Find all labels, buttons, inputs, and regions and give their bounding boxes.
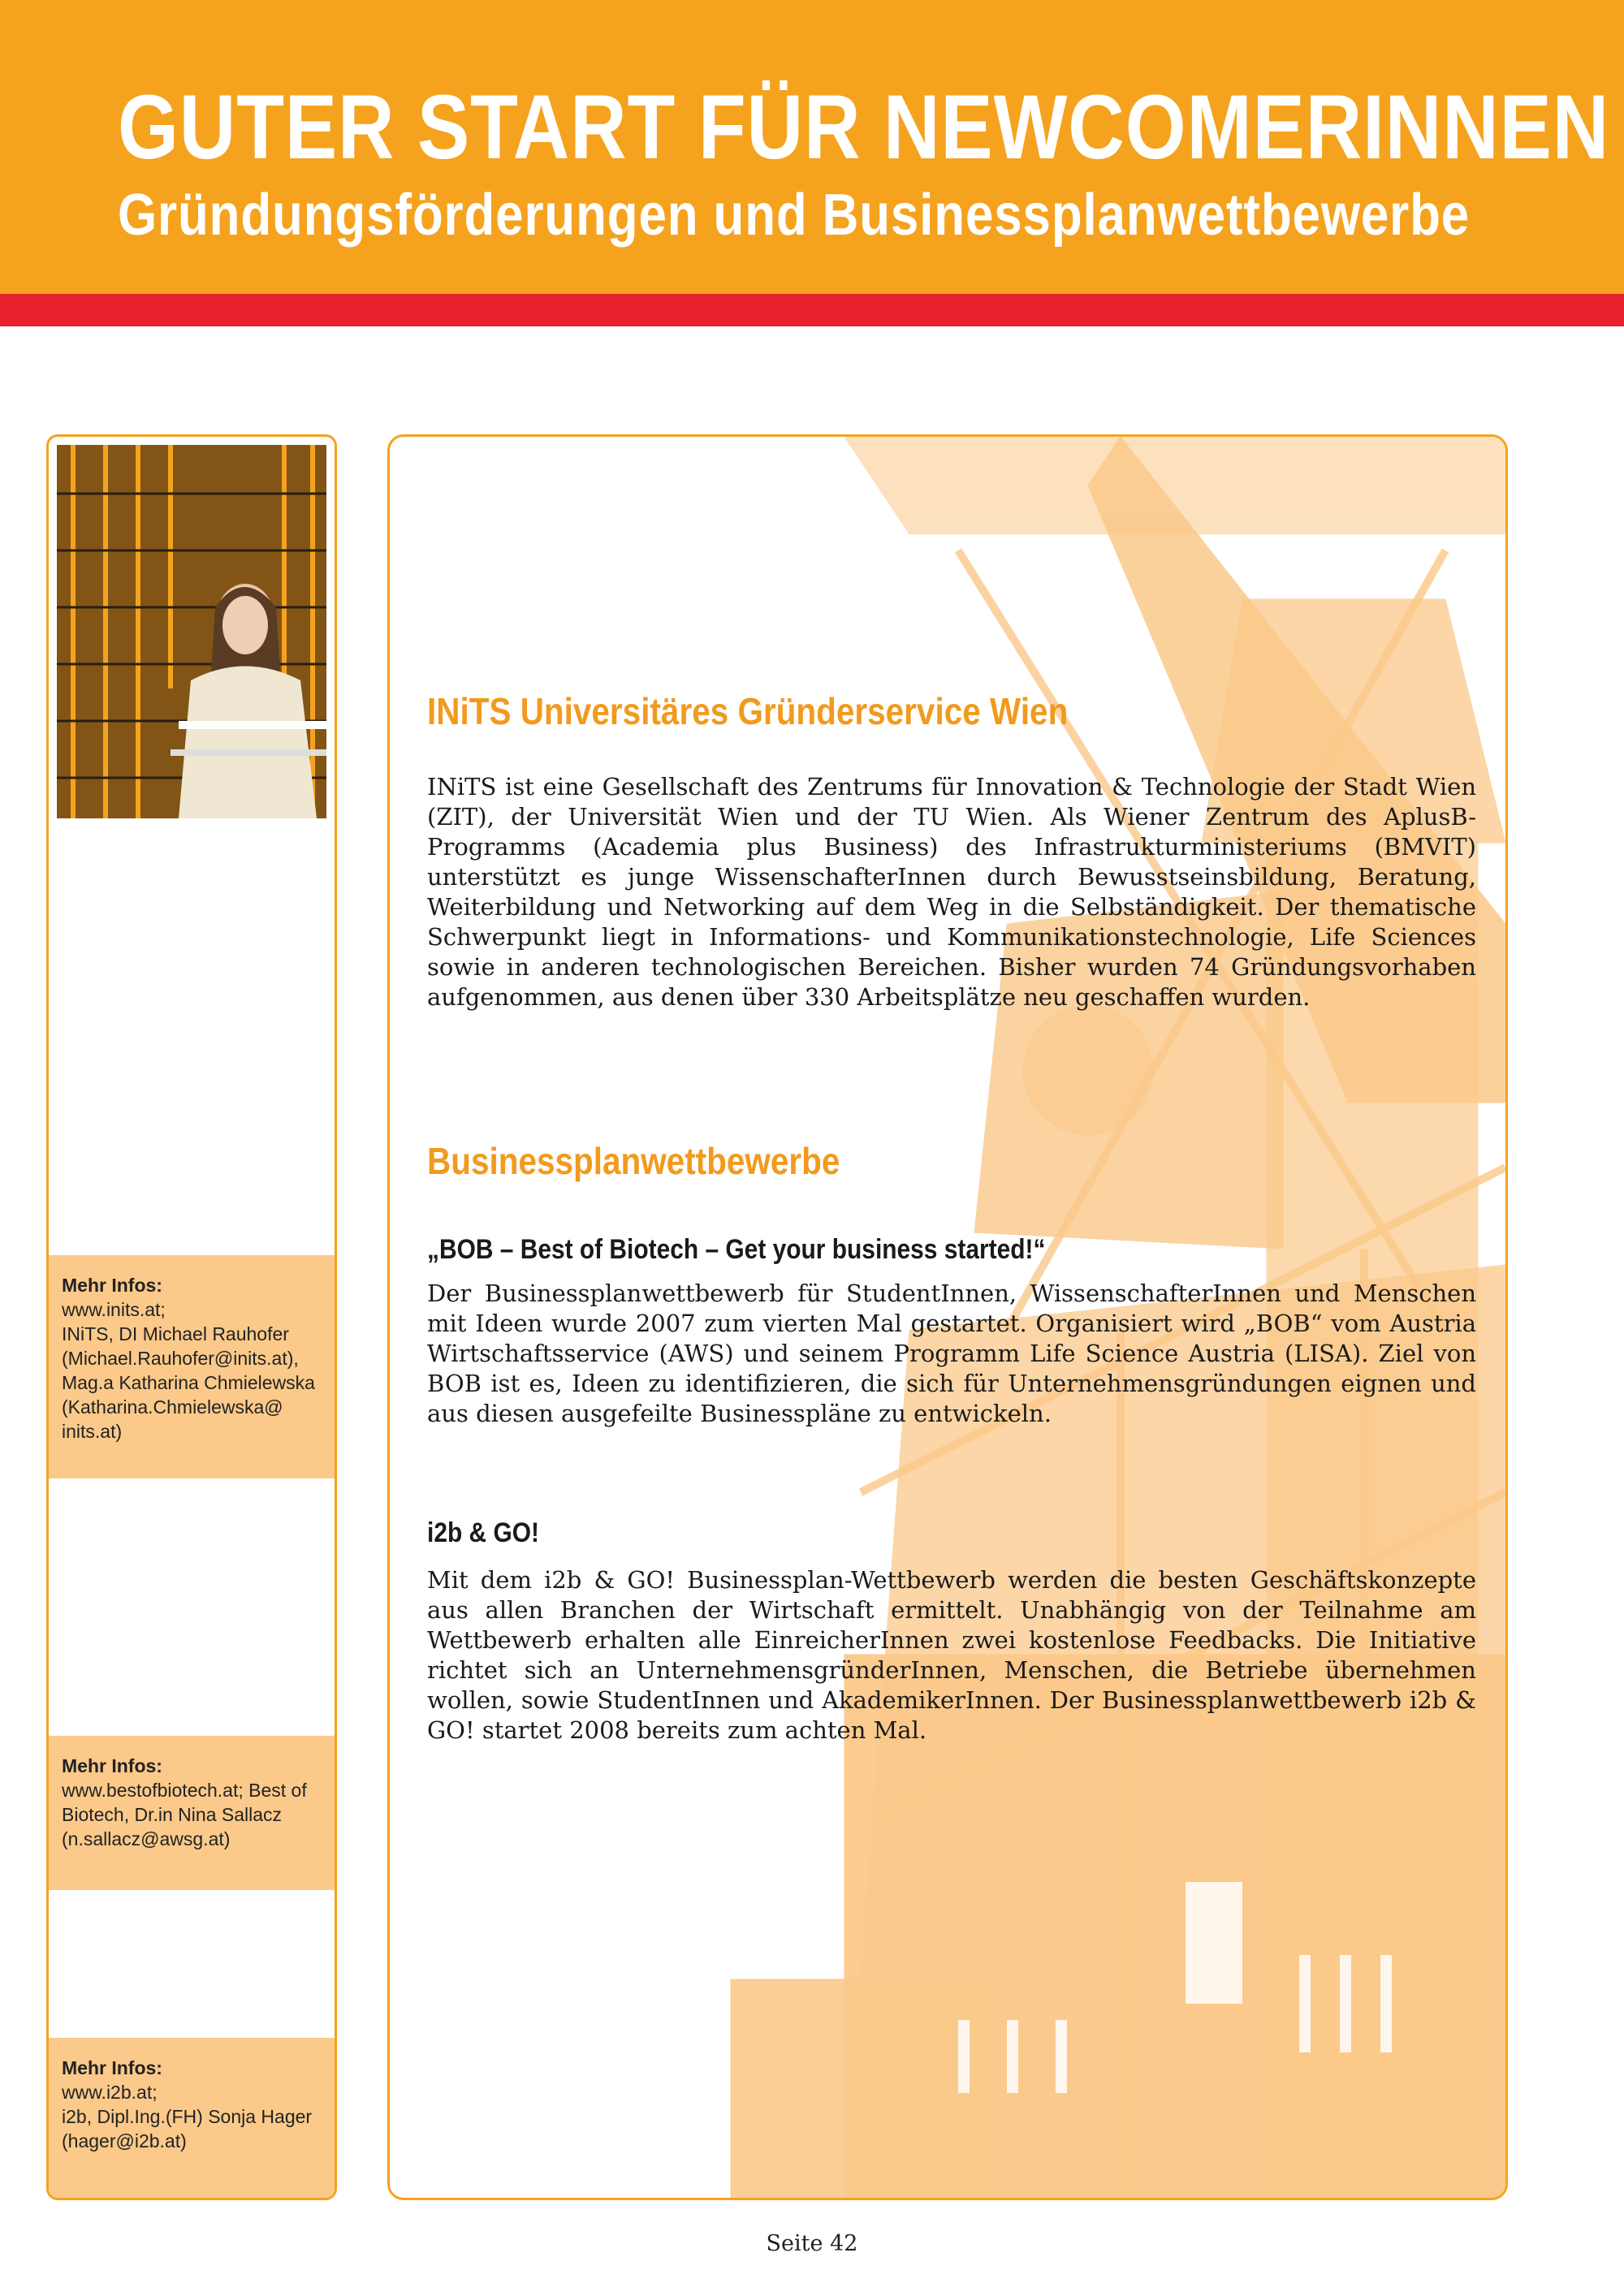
- page-number: Seite 42: [766, 2231, 858, 2256]
- page-title: GUTER START FÜR NEWCOMERINNEN: [118, 76, 1610, 178]
- i2b-subheading: i2b & GO!: [427, 1517, 539, 1548]
- header-banner: [0, 0, 1624, 294]
- inits-heading: INiTS Universitäres Gründerservice Wien: [427, 690, 1069, 732]
- inits-paragraph: INiTS ist eine Gesellschaft des Zentrums für Innovation & Technologie der Stadt Wien (ZIT), der Universität Wien und der TU Wien. Als Wiener Zentrum des AplusB-Programms (Academia plus Business) des Infrastrukturministeriums (BMVIT) unterstützt es junge WissenschafterInnen durch Bewusstseinsbildung, Beratung, Weiterbildung und Networking auf dem Weg in die Selbständigkeit. Der thematische Schwerpunkt liegt in Informations- und Kommunikationstechnologie, Life Sciences sowie in anderen technologischen Bereichen. Bisher wurden 74 Gründungsvorhaben aufgenommen, aus denen über 330 Arbeitsplätze neu geschaffen wurden.: [427, 773, 1476, 1011]
- main-content-panel: [387, 434, 1508, 2200]
- i2b-paragraph: Mit dem i2b & GO! Businessplan-Wettbewerb werden die besten Geschäftskonzepte aus allen Branchen der Wirtschaft ermittelt. Unabhängig von der Teilnahme am Wettbewerb erhalten alle EinreicherInnen zwei kostenlose Feedbacks. Die Initiative richtet sich an UnternehmensgründerInnen, Menschen, die Betriebe übernehmen wollen, sowie StudentInnen und AkademikerInnen. Der Businessplanwettbewerb i2b & GO! startet 2008 bereits zum achten Mal.: [427, 1566, 1476, 1744]
- info-box-bob: [49, 1736, 335, 1890]
- woman-on-balcony-photo: [57, 445, 326, 1249]
- info-heading: Mehr Infos:: [62, 1755, 162, 1776]
- businessplan-heading: Businessplanwettbewerbe: [427, 1140, 840, 1182]
- bob-paragraph: Der Businessplanwettbewerb für StudentInnen, WissenschafterInnen und Menschen mit Ideen wurde 2007 zum vierten Mal gestartet. Organisiert wird „BOB“ vom Austria Wirtschaftsservice (AWS) und seinem Programm Life Science Austria (LISA). Ziel von BOB ist es, Ideen zu identifizieren, die sich für Unternehmensgründungen eignen und aus diesen ausgefeilte Businesspläne zu entwickeln.: [427, 1280, 1476, 1427]
- info-contact-text: www.i2b.at; i2b, Dipl.Ing.(FH) Sonja Hager (hager@i2b.at): [62, 2082, 313, 2151]
- sidebar-panel: [46, 434, 337, 2200]
- info-heading: Mehr Infos:: [62, 1275, 162, 1296]
- info-contact-text: www.bestofbiotech.at; Best of Biotech, Dr.in Nina Sallacz (n.sallacz@awsg.at): [62, 1780, 307, 1849]
- bob-subheading: „BOB – Best of Biotech – Get your business started!“: [427, 1234, 1046, 1265]
- info-contact-text: www.inits.at; INiTS, DI Michael Rauhofer (Michael.Rauhofer@inits.at), Mag.a Katharina Chmielewska (Katharina.Chmielewska@ inits.at): [62, 1299, 315, 1442]
- info-box-i2b: [49, 2038, 335, 2200]
- info-box-inits: [49, 1255, 335, 1478]
- accent-stripe: [0, 294, 1624, 326]
- page-subtitle: Gründungsförderungen und Businessplanwettbewerbe: [118, 183, 1471, 248]
- info-heading: Mehr Infos:: [62, 2057, 162, 2078]
